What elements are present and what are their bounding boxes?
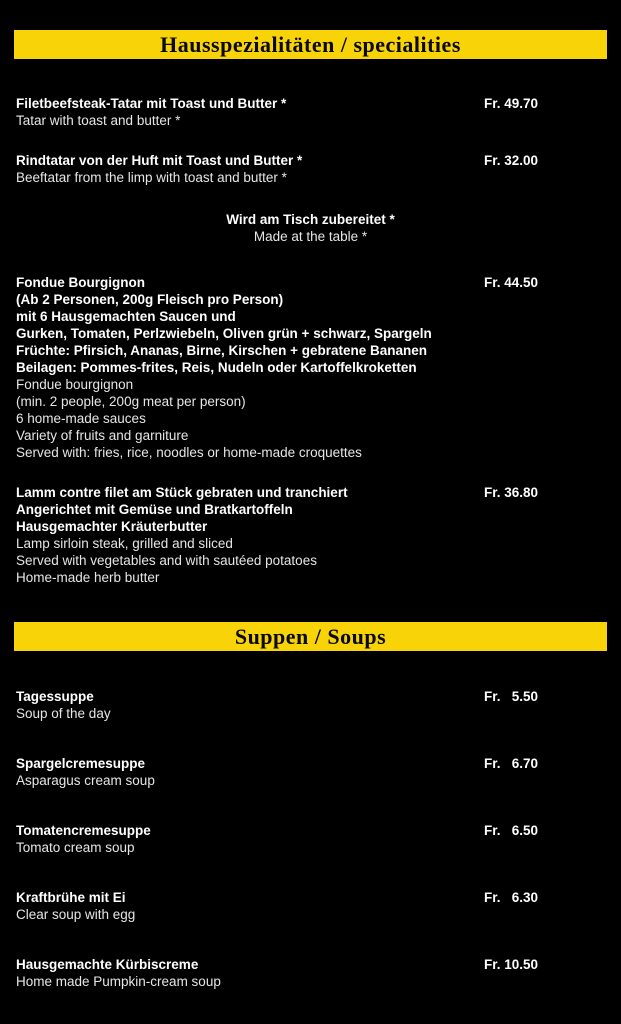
item-text bbox=[16, 822, 484, 856]
item-text bbox=[16, 95, 484, 129]
item-text bbox=[16, 484, 484, 586]
item-text bbox=[16, 755, 484, 789]
specialities-item-list bbox=[0, 59, 621, 586]
item-desc-de: (Ab 2 Personen, 200g Fleisch pro Person) bbox=[16, 292, 284, 307]
item-price: Fr. 44.50 bbox=[484, 275, 539, 290]
item-desc-de: mit 6 Hausgemachten Saucen und bbox=[16, 309, 236, 324]
item-name-de: Lamm contre filet am Stück gebraten und tranchiert bbox=[16, 485, 348, 500]
item-price: Fr. 6.70 bbox=[484, 756, 539, 771]
item-name-en: Lamp sirloin steak, grilled and sliced bbox=[16, 536, 233, 551]
item-price: Fr. 10.50 bbox=[484, 957, 539, 972]
item-name-en: Fondue bourgignon bbox=[16, 377, 134, 392]
item-name-de: Kraftbrühe mit Ei bbox=[16, 890, 126, 905]
item-text bbox=[16, 274, 484, 461]
item-name-de: Fondue Bourgignon bbox=[16, 275, 145, 290]
menu-item-filetbeefsteak-tatar bbox=[16, 95, 605, 129]
item-desc-de: Hausgemachter Kräuterbutter bbox=[16, 519, 208, 534]
menu-item-kraftbruehe bbox=[16, 889, 605, 923]
menu-item-fondue-bourgignon bbox=[16, 274, 605, 461]
item-name-en: Soup of the day bbox=[16, 706, 111, 721]
section-header-specialities bbox=[14, 30, 607, 59]
item-name-de: Hausgemachte Kürbiscreme bbox=[16, 957, 199, 972]
menu-item-kuerbiscreme bbox=[16, 956, 605, 990]
menu-item-tomatencremesuppe bbox=[16, 822, 605, 856]
item-desc-de: Beilagen: Pommes-frites, Reis, Nudeln oder Kartoffelkroketten bbox=[16, 360, 417, 375]
item-name-de: Rindtatar von der Huft mit Toast und Butter * bbox=[16, 153, 303, 168]
item-name-en: Clear soup with egg bbox=[16, 907, 136, 922]
item-desc-en: Home-made herb butter bbox=[16, 570, 160, 585]
section-title: Suppen / Soups bbox=[234, 624, 387, 649]
item-name-en: Tatar with toast and butter * bbox=[16, 113, 181, 128]
menu-item-tagessuppe bbox=[16, 688, 605, 722]
item-desc-en: Variety of fruits and garniture bbox=[16, 428, 189, 443]
item-price: Fr. 6.30 bbox=[484, 890, 539, 905]
item-name-en: Home made Pumpkin-cream soup bbox=[16, 974, 221, 989]
item-text bbox=[16, 889, 484, 923]
item-name-de: Spargelcremesuppe bbox=[16, 756, 146, 771]
section-title: Hausspezialitäten / specialities bbox=[160, 32, 461, 57]
item-desc-de: Früchte: Pfirsich, Ananas, Birne, Kirschen + gebratene Bananen bbox=[16, 343, 427, 358]
item-desc-de: Angerichtet mit Gemüse und Bratkartoffeln bbox=[16, 502, 293, 517]
note-text-en: Made at the table * bbox=[253, 229, 368, 244]
menu-item-spargelcremesuppe bbox=[16, 755, 605, 789]
item-price: Fr. 36.80 bbox=[484, 485, 539, 500]
item-desc-de: Gurken, Tomaten, Perlzwiebeln, Oliven grün + schwarz, Spargeln bbox=[16, 326, 432, 341]
item-desc-en: 6 home-made sauces bbox=[16, 411, 146, 426]
soups-item-list bbox=[0, 651, 621, 990]
section-soups bbox=[0, 622, 621, 990]
item-price: Fr. 49.70 bbox=[484, 96, 539, 111]
note-text-de: Wird am Tisch zubereitet * bbox=[226, 212, 395, 227]
menu-item-lamm-contre-filet bbox=[16, 484, 605, 586]
item-name-de: Filetbeefsteak-Tatar mit Toast und Butter * bbox=[16, 96, 287, 111]
item-name-en: Tomato cream soup bbox=[16, 840, 135, 855]
item-text bbox=[16, 956, 484, 990]
menu-item-rindtatar bbox=[16, 152, 605, 186]
table-preparation-note bbox=[16, 211, 605, 245]
item-name-de: Tomatencremesuppe bbox=[16, 823, 151, 838]
item-name-de: Tagessuppe bbox=[16, 689, 94, 704]
section-specialities bbox=[0, 30, 621, 586]
item-name-en: Asparagus cream soup bbox=[16, 773, 155, 788]
item-name-en: Beeftatar from the limp with toast and butter * bbox=[16, 170, 287, 185]
item-price: Fr. 5.50 bbox=[484, 689, 539, 704]
section-header-soups bbox=[14, 622, 607, 651]
item-price: Fr. 32.00 bbox=[484, 153, 539, 168]
item-price: Fr. 6.50 bbox=[484, 823, 539, 838]
item-desc-en: Served with vegetables and with sautéed potatoes bbox=[16, 553, 317, 568]
item-text bbox=[16, 688, 484, 722]
item-text bbox=[16, 152, 484, 186]
item-desc-en: (min. 2 people, 200g meat per person) bbox=[16, 394, 246, 409]
item-desc-en: Served with: fries, rice, noodles or home-made croquettes bbox=[16, 445, 362, 460]
